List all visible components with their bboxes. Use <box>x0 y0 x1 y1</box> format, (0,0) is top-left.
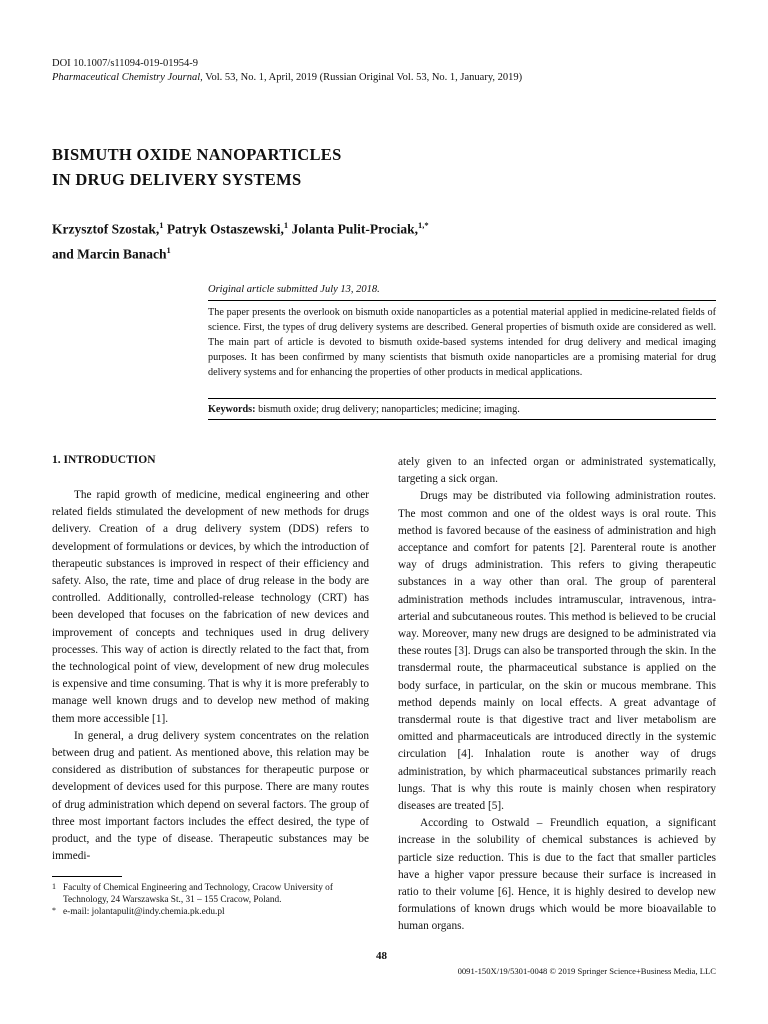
footnote <box>52 882 352 906</box>
keywords <box>208 403 716 416</box>
keywords-text: bismuth oxide; drug delivery; nanoparticles; medicine; imaging. <box>255 404 520 415</box>
footnote <box>52 906 352 918</box>
paragraph: According to Ostwald – Freundlich equation, a significant increase in the solubility of chemical substances is achieved by particle size reduction. This is due to the fact that smaller particles have a higher vapor pressure because their surface is increased in ratio to their volume [6]. Hence, it is highly desired to develop new formulations of known drugs which would be more bioavailable to human organs. <box>398 817 716 933</box>
author-list <box>52 215 692 264</box>
left-column <box>52 487 369 865</box>
author-affiliation-mark: 1 <box>283 220 289 230</box>
submission-date: Original article submitted July 13, 2018. <box>208 284 380 295</box>
keywords-top-rule <box>208 398 716 399</box>
paragraph: In general, a drug delivery system concentrates on the relation between drug and patient. As mentioned above, this relation may be considered as distribution of substances for therapeutic purpose or development of devices used for this purpose. There are many routes of drug administration which depend on several factors. The group of three most important factors includes the effect desired, the type of product, and the type of disease. Therapeutic substances may be immedi- <box>52 729 369 863</box>
right-column <box>398 454 716 936</box>
paper-title-line-2: IN DRUG DELIVERY SYSTEMS <box>52 170 302 189</box>
journal-volume-info: Vol. 53, No. 1, April, 2019 (Russian Original Vol. 53, No. 1, January, 2019) <box>202 72 523 83</box>
journal-name: Pharmaceutical Chemistry Journal, <box>52 72 203 83</box>
author-name: Jolanta Pulit-Prociak, <box>288 221 418 237</box>
section-heading: 1. INTRODUCTION <box>52 454 156 466</box>
abstract: The paper presents the overlook on bismuth oxide nanoparticles as a potential material applied in medicine-related fields of science. First, the types of drug delivery systems are described. General properties of bismuth oxide are considered as well. The main part of article is devoted to bismuth oxide-based systems intended for drug delivery and medical imaging purposes. It has been confirmed by many scientists that bismuth oxide nanoparticles are a promising material for drug delivery systems and for enhancing the properties of other products in medical applications. <box>208 307 716 379</box>
page-number: 48 <box>376 950 387 962</box>
author-name: Krzysztof Szostak, <box>52 221 160 237</box>
footnote-rule <box>52 876 122 877</box>
keywords-bottom-rule <box>208 419 716 420</box>
doi: DOI 10.1007/s11094-019-01954-9 <box>52 58 199 69</box>
footnotes <box>52 882 352 919</box>
paper-title-line-1: BISMUTH OXIDE NANOPARTICLES <box>52 145 342 164</box>
copyright-line: 0091-150X/19/5301-0048 © 2019 Springer Science+Business Media, LLC <box>457 966 716 976</box>
paragraph: ately given to an infected organ or administrated systematically, targeting a sick organ. <box>398 456 716 486</box>
paper-title <box>52 142 342 192</box>
journal-citation <box>52 71 522 84</box>
author-name: Patryk Ostaszewski, <box>163 221 284 237</box>
footnote-text: Faculty of Chemical Engineering and Technology, Cracow University of Technology, 24 Warszawska St., 31 – 155 Cracow, Poland. <box>63 883 333 906</box>
paragraph: Drugs may be distributed via following administration routes. The most common and one of the oldest ways is oral route. This method is favored because of the easiness of administration and high acceptance and comfort for patents [2]. Parenteral route is another way of drugs administration. This refers to giving therapeutic substances in a way other than oral. The group of parenteral administration methods includes intramuscular, intravenous, intra-arterial and subcutaneous routes. This method is believed to be crucial way. Moreover, many new drugs are designed to be administrated via these routes [3]. Drugs can also be transported through the skin. In the transdermal route, the pharmaceutical substance is applied on the body surface, in particular, on the skin or mucous membrane. This method depends mainly on local effects. A great advantage of transdermal route is that digestive tract and liver metabolism are omitted and pharmaceuticals are introduced directly in the systemic circulation [4]. Inhalation route is another way of drugs administration, by which pharmaceutical substances primarily reach lungs. That is why this route is mainly chosen when respiratory diseases are treated [5]. <box>398 490 716 813</box>
abstract-top-rule <box>208 300 716 301</box>
footnote-mark: 1 <box>52 882 56 891</box>
author-affiliation-mark: 1,* <box>417 220 429 230</box>
paragraph: The rapid growth of medicine, medical engineering and other related fields stimulated the development of new methods for drugs delivery. Creation of a drug delivery system (DDS) refers to development of formulations or devices, by which the introduction of therapeutic substances is improved in respect of their efficiency and safety. Also, the rate, time and place of drug release in the body are controlled. Additionally, controlled-release technology (CRT) has been developed that focuses on the fabrication of new devices and improvement of concepts and techniques used in drug delivery processes. This way of action is directly related to the fact that, from the technological point of view, development of new drug molecules is expensive and time consuming. That is why it is more preferably to manage well known drugs and to develop new method of making them more accessible [1]. <box>52 489 369 725</box>
author-name: and Marcin Banach <box>52 246 167 261</box>
author-affiliation-mark: 1 <box>166 244 171 255</box>
footnote-mark: * <box>52 906 56 916</box>
author-affiliation-mark: 1 <box>159 220 164 230</box>
footnote-text: e-mail: jolantapulit@indy.chemia.pk.edu.pl <box>63 907 225 918</box>
keywords-label: Keywords: <box>208 404 256 415</box>
